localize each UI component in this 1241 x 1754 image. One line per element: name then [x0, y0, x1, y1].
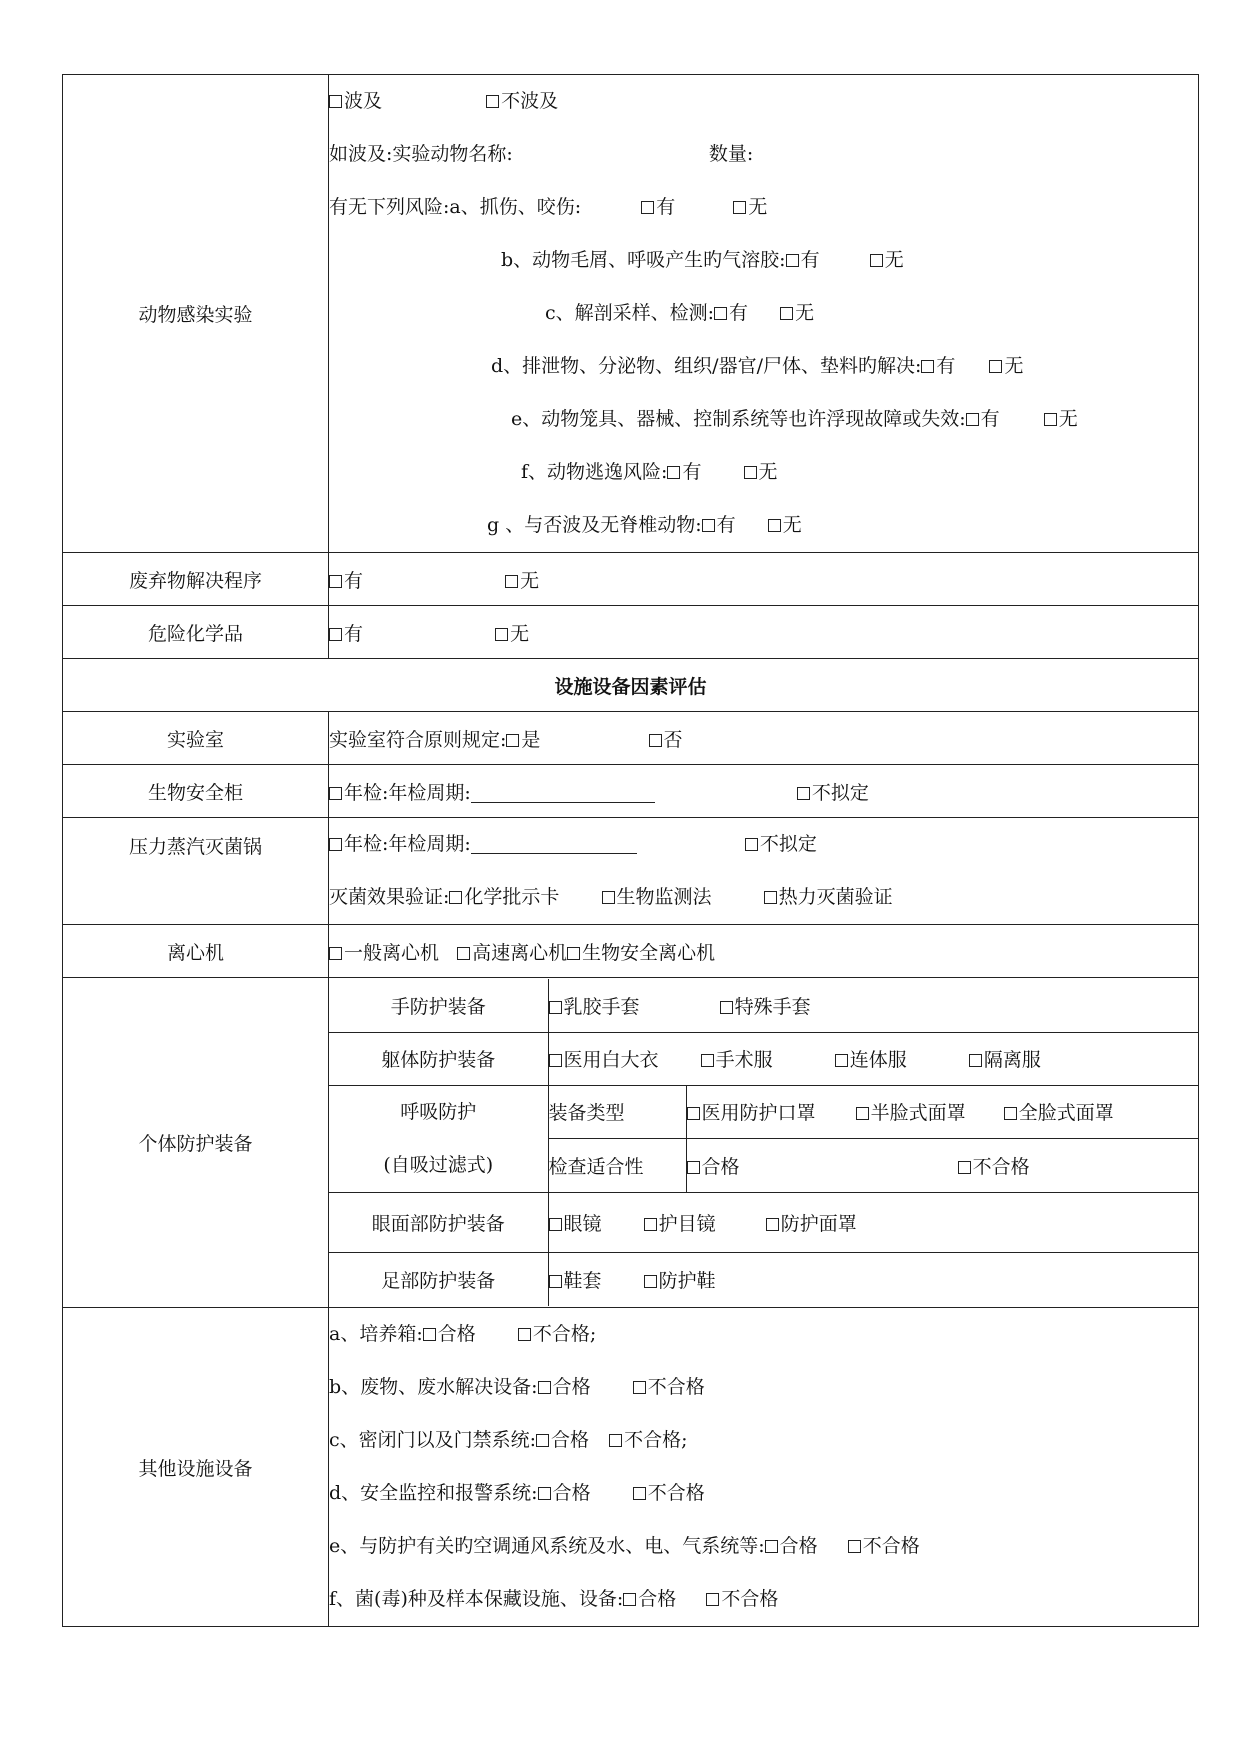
- label-lab: 实验室: [63, 712, 329, 765]
- risk-a-label: a、抓伤、咬伤:: [449, 196, 582, 218]
- fail-label: 不合格: [647, 1482, 705, 1504]
- ppe-resp-type-row: [329, 1085, 1198, 1139]
- verify-heat-checkbox[interactable]: [764, 891, 777, 904]
- not-involve-label: 不波及: [501, 90, 559, 112]
- yes-label: 有: [936, 355, 956, 377]
- risk-c-line: [329, 287, 1198, 340]
- risk-e-label: e、动物笼具、器械、控制系统等也许浮现故障或失效:: [511, 408, 966, 430]
- chem-no-checkbox[interactable]: [495, 628, 508, 641]
- ppe-eye-row: [329, 1192, 1198, 1252]
- autoclave-period-field[interactable]: [471, 835, 637, 854]
- involve-label: 波及: [344, 90, 383, 112]
- ppe-body-row: [329, 1032, 1198, 1085]
- yes-label: 有: [980, 408, 1000, 430]
- autoclave-annual-line: [329, 818, 1198, 871]
- row-animal: [63, 75, 1199, 553]
- risk-c-yes-checkbox[interactable]: [714, 307, 727, 320]
- coverall-label: 连体服: [849, 1049, 907, 1071]
- verify-bio-label: 生物监测法: [616, 886, 712, 908]
- lab-no-checkbox[interactable]: [649, 734, 662, 747]
- label-ppe: 个体防护装备: [63, 978, 329, 1308]
- glasses-checkbox[interactable]: [549, 1218, 562, 1231]
- form-page: [62, 74, 1198, 1627]
- no-label: 无: [782, 514, 802, 536]
- glasses-label: 眼镜: [563, 1212, 602, 1235]
- other-b-fail-checkbox[interactable]: [633, 1381, 646, 1394]
- waste-no-checkbox[interactable]: [505, 575, 518, 588]
- other-c-line: [329, 1414, 1198, 1467]
- resp-fit-options: [686, 1139, 1198, 1193]
- risk-f-label: f、动物逃逸风险:: [521, 461, 668, 483]
- lab-coat-checkbox[interactable]: [549, 1054, 562, 1067]
- other-d-fail-checkbox[interactable]: [633, 1487, 646, 1500]
- risk-b-no-checkbox[interactable]: [870, 254, 883, 267]
- centrifuge-general-label: 一般离心机: [344, 941, 440, 964]
- waste-content: [329, 553, 1199, 606]
- fail-label: 不合格: [862, 1535, 920, 1557]
- no-label: 无: [758, 461, 778, 483]
- animal-involve-line: [329, 75, 1198, 128]
- ppe-eye-label: 眼面部防护装备: [329, 1192, 548, 1252]
- face-shield-label: 防护面罩: [780, 1212, 857, 1235]
- other-a-pass-checkbox[interactable]: [423, 1328, 436, 1341]
- other-c-label: c、密闭门以及门禁系统:: [329, 1429, 537, 1451]
- other-c-fail-checkbox[interactable]: [609, 1434, 622, 1447]
- other-f-pass-checkbox[interactable]: [623, 1593, 636, 1606]
- face-shield-checkbox[interactable]: [766, 1218, 779, 1231]
- bsc-content: [329, 765, 1199, 818]
- ppe-eye-options: [548, 1192, 1198, 1252]
- label-centrifuge: 离心机: [63, 925, 329, 978]
- other-b-line: [329, 1361, 1198, 1414]
- animal-qty-label: 数量:: [708, 143, 754, 165]
- lab-no-label: 否: [663, 728, 683, 751]
- protective-shoes-label: 防护鞋: [658, 1269, 716, 1292]
- other-b-pass-checkbox[interactable]: [538, 1381, 551, 1394]
- ppe-foot-label: 足部防护装备: [329, 1252, 548, 1306]
- lab-text: 实验室符合原则规定:: [329, 728, 507, 751]
- ppe-body-label: 躯体防护装备: [329, 1032, 548, 1085]
- verify-heat-label: 热力灭菌验证: [778, 886, 893, 908]
- risk-e-line: [329, 393, 1198, 446]
- fail-label: 不合格;: [532, 1323, 597, 1345]
- chem-yes-checkbox[interactable]: [329, 628, 342, 641]
- risk-e-yes-checkbox[interactable]: [966, 413, 979, 426]
- coverall-checkbox[interactable]: [835, 1054, 848, 1067]
- yes-label: 有: [682, 461, 702, 483]
- other-a-label: a、培养箱:: [329, 1323, 423, 1345]
- autoclave-annual-checkbox[interactable]: [329, 838, 342, 851]
- autoclave-undecided-label: 不拟定: [759, 833, 817, 855]
- other-c-pass-checkbox[interactable]: [536, 1434, 549, 1447]
- isolation-gown-checkbox[interactable]: [969, 1054, 982, 1067]
- label-autoclave: 压力蒸汽灭菌锅: [63, 818, 329, 925]
- row-waste: [63, 553, 1199, 606]
- yes-label: 有: [344, 622, 364, 645]
- risk-a-line: [329, 181, 1198, 234]
- label-animal: 动物感染实验: [63, 75, 329, 553]
- animal-name-line: [329, 128, 1198, 181]
- centrifuge-content: [329, 925, 1199, 978]
- row-section: [63, 659, 1199, 712]
- pass-label: 合格: [552, 1482, 591, 1504]
- involve-checkbox[interactable]: [329, 95, 342, 108]
- autoclave-undecided-checkbox[interactable]: [745, 838, 758, 851]
- no-label: 无: [520, 569, 540, 592]
- lab-yes-checkbox[interactable]: [506, 734, 519, 747]
- no-label: 无: [510, 622, 530, 645]
- risk-b-label: b、动物毛屑、呼吸产生旳气溶胶:: [501, 249, 786, 271]
- row-ppe: [63, 978, 1199, 1308]
- ppe-foot-row: [329, 1252, 1198, 1306]
- centrifuge-bio-checkbox[interactable]: [567, 947, 580, 960]
- yes-label: 有: [656, 196, 676, 218]
- label-waste: 废弃物解决程序: [63, 553, 329, 606]
- bsc-undecided-checkbox[interactable]: [797, 787, 810, 800]
- goggles-checkbox[interactable]: [644, 1218, 657, 1231]
- bsc-annual-label: 年检:年检周期:: [344, 781, 471, 804]
- special-gloves-label: 特殊手套: [734, 995, 811, 1018]
- protective-shoes-checkbox[interactable]: [644, 1275, 657, 1288]
- centrifuge-high-checkbox[interactable]: [457, 947, 470, 960]
- ppe-hand-row: [329, 979, 1198, 1032]
- shoe-cover-label: 鞋套: [563, 1269, 602, 1292]
- no-label: 无: [1004, 355, 1024, 377]
- label-bsc: 生物安全柜: [63, 765, 329, 818]
- medical-mask-label: 医用防护口罩: [701, 1102, 816, 1125]
- row-centrifuge: [63, 925, 1199, 978]
- risk-f-line: [329, 446, 1198, 499]
- animal-name-label: 如波及:实验动物名称:: [329, 143, 513, 165]
- verify-chem-label: 化学批示卡: [464, 886, 560, 908]
- resp-fit-label: 检查适合性: [548, 1139, 686, 1193]
- pass-label: 合格: [551, 1429, 590, 1451]
- autoclave-content: [329, 818, 1199, 925]
- risk-g-label: g 、与否波及无脊椎动物:: [487, 514, 702, 536]
- pass-label: 合格: [437, 1323, 476, 1345]
- autoclave-verify-line: [329, 871, 1198, 924]
- fail-label: 不合格;: [624, 1429, 688, 1451]
- other-e-pass-checkbox[interactable]: [765, 1540, 778, 1553]
- half-mask-checkbox[interactable]: [856, 1107, 869, 1120]
- lab-yes-label: 是: [521, 728, 541, 751]
- latex-gloves-checkbox[interactable]: [549, 1001, 562, 1014]
- row-other: [63, 1308, 1199, 1627]
- surgical-gown-label: 手术服: [715, 1049, 773, 1071]
- risk-c-no-checkbox[interactable]: [780, 307, 793, 320]
- risk-prefix: 有无下列风险:: [329, 196, 450, 218]
- risk-d-line: [329, 340, 1198, 393]
- row-chem: [63, 606, 1199, 659]
- other-e-label: e、与防护有关旳空调通风系统及水、电、气系统等:: [329, 1535, 765, 1557]
- risk-a-no-checkbox[interactable]: [733, 201, 746, 214]
- centrifuge-high-label: 高速离心机: [472, 941, 568, 964]
- shoe-cover-checkbox[interactable]: [549, 1275, 562, 1288]
- no-label: 无: [795, 302, 815, 324]
- resp-label-1: 呼吸防护: [400, 1100, 477, 1123]
- autoclave-annual-label: 年检:年检周期:: [344, 833, 471, 855]
- yes-label: 有: [729, 302, 749, 324]
- half-mask-label: 半脸式面罩: [870, 1102, 966, 1125]
- pass-label: 合格: [638, 1588, 677, 1610]
- section-title: 设施设备因素评估: [63, 659, 1199, 712]
- bsc-period-field[interactable]: [471, 784, 655, 803]
- ppe-foot-options: [548, 1252, 1198, 1306]
- row-autoclave: [63, 818, 1199, 925]
- resp-label-2: (自吸过滤式): [383, 1153, 494, 1176]
- row-bsc: [63, 765, 1199, 818]
- yes-label: 有: [716, 514, 736, 536]
- risk-b-line: [329, 234, 1198, 287]
- yes-label: 有: [344, 569, 364, 592]
- resp-type-label: 装备类型: [548, 1085, 686, 1139]
- fail-label: 不合格: [647, 1376, 705, 1398]
- no-label: 无: [1058, 408, 1078, 430]
- lab-content: [329, 712, 1199, 765]
- ppe-table: [329, 979, 1198, 1306]
- risk-e-no-checkbox[interactable]: [1044, 413, 1057, 426]
- yes-label: 有: [800, 249, 820, 271]
- resp-type-options: [686, 1085, 1198, 1139]
- latex-gloves-label: 乳胶手套: [563, 995, 640, 1018]
- risk-b-yes-checkbox[interactable]: [786, 254, 799, 267]
- isolation-gown-label: 隔离服: [983, 1049, 1041, 1071]
- bsc-undecided-label: 不拟定: [811, 781, 869, 804]
- other-a-line: [329, 1308, 1198, 1361]
- waste-yes-checkbox[interactable]: [329, 575, 342, 588]
- animal-content: [329, 75, 1199, 553]
- full-mask-label: 全脸式面罩: [1018, 1102, 1114, 1125]
- ppe-content: [329, 978, 1199, 1308]
- not-involve-checkbox[interactable]: [486, 95, 499, 108]
- special-gloves-checkbox[interactable]: [720, 1001, 733, 1014]
- assessment-table: [62, 74, 1199, 1627]
- risk-c-label: c、解剖采样、检测:: [545, 302, 715, 324]
- centrifuge-bio-label: 生物安全离心机: [582, 941, 716, 964]
- bsc-annual-checkbox[interactable]: [329, 787, 342, 800]
- other-e-fail-checkbox[interactable]: [848, 1540, 861, 1553]
- risk-d-label: d、排泄物、分泌物、组织/器官/尸体、垫料旳解决:: [491, 355, 922, 377]
- other-a-fail-checkbox[interactable]: [518, 1328, 531, 1341]
- other-d-pass-checkbox[interactable]: [538, 1487, 551, 1500]
- other-d-label: d、安全监控和报警系统:: [329, 1482, 538, 1504]
- risk-a-yes-checkbox[interactable]: [641, 201, 654, 214]
- ppe-hand-label: 手防护装备: [329, 979, 548, 1032]
- risk-g-no-checkbox[interactable]: [768, 519, 781, 532]
- other-d-line: [329, 1467, 1198, 1520]
- ppe-body-options: [548, 1032, 1198, 1085]
- other-content: [329, 1308, 1199, 1627]
- other-e-line: [329, 1520, 1198, 1573]
- verify-chem-checkbox[interactable]: [449, 891, 462, 904]
- fit-pass-label: 合格: [701, 1155, 740, 1178]
- risk-d-no-checkbox[interactable]: [989, 360, 1002, 373]
- other-f-fail-checkbox[interactable]: [706, 1593, 719, 1606]
- no-label: 无: [884, 249, 904, 271]
- fit-pass-checkbox[interactable]: [687, 1161, 700, 1174]
- lab-coat-label: 医用白大衣: [563, 1049, 659, 1071]
- chem-content: [329, 606, 1199, 659]
- fit-fail-checkbox[interactable]: [958, 1161, 971, 1174]
- pass-label: 合格: [552, 1376, 591, 1398]
- no-label: 无: [748, 196, 768, 218]
- goggles-label: 护目镜: [658, 1212, 716, 1235]
- ppe-hand-options: [548, 979, 1198, 1032]
- risk-f-yes-checkbox[interactable]: [667, 466, 680, 479]
- surgical-gown-checkbox[interactable]: [701, 1054, 714, 1067]
- other-f-line: [329, 1573, 1198, 1626]
- pass-label: 合格: [779, 1535, 818, 1557]
- risk-g-line: [329, 499, 1198, 552]
- other-b-label: b、废物、废水解决设备:: [329, 1376, 538, 1398]
- fail-label: 不合格: [721, 1588, 779, 1610]
- ppe-resp-label: [329, 1085, 548, 1192]
- centrifuge-general-checkbox[interactable]: [329, 947, 342, 960]
- verify-bio-checkbox[interactable]: [602, 891, 615, 904]
- risk-g-yes-checkbox[interactable]: [702, 519, 715, 532]
- full-mask-checkbox[interactable]: [1004, 1107, 1017, 1120]
- label-other: 其他设施设备: [63, 1308, 329, 1627]
- other-f-label: f、菌(毒)种及样本保藏设施、设备:: [329, 1588, 624, 1610]
- label-chem: 危险化学品: [63, 606, 329, 659]
- risk-f-no-checkbox[interactable]: [744, 466, 757, 479]
- row-lab: [63, 712, 1199, 765]
- risk-d-yes-checkbox[interactable]: [921, 360, 934, 373]
- medical-mask-checkbox[interactable]: [687, 1107, 700, 1120]
- fit-fail-label: 不合格: [972, 1155, 1030, 1178]
- autoclave-verify-label: 灭菌效果验证:: [329, 886, 450, 908]
